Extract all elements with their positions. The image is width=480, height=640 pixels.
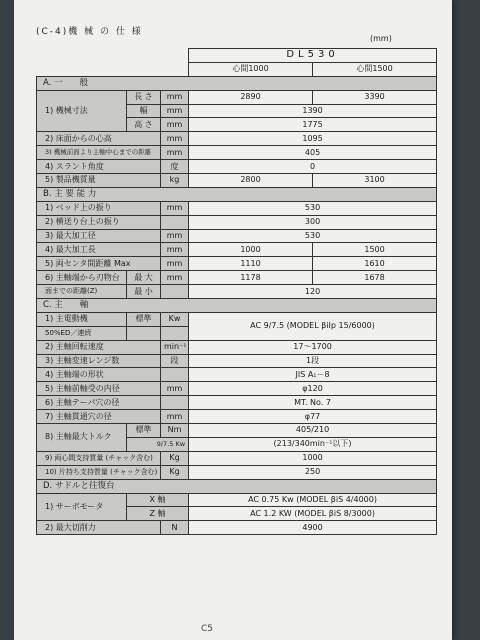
unit-cell: Kw bbox=[161, 312, 189, 326]
sub-label: 9/7.5 Kw bbox=[127, 437, 189, 451]
value-cell: 1095 bbox=[189, 132, 437, 146]
row-label: 1) ベッド上の振り bbox=[37, 201, 161, 215]
value-cell: 1110 bbox=[189, 257, 313, 271]
sub-label: 高 さ bbox=[127, 118, 161, 132]
sub-label: 幅 bbox=[127, 104, 161, 118]
value-cell: AC 0.75 Kw (MODEL βiS 4/4000) bbox=[189, 493, 437, 507]
row-label: 8) 主軸最大トルク bbox=[37, 424, 127, 452]
value-cell: AC 9/7.5 (MODEL βiIp 15/6000) bbox=[189, 312, 437, 340]
value-cell: JIS A₁－8 bbox=[189, 368, 437, 382]
value-cell: 300 bbox=[189, 215, 437, 229]
value-cell: 405 bbox=[189, 146, 437, 160]
row-label: 1) 主電動機 bbox=[37, 312, 127, 326]
unit-cell: mm bbox=[161, 410, 189, 424]
value-cell: 1678 bbox=[313, 271, 437, 285]
row-label: 3) 機械前面より主軸中心までの距離 bbox=[37, 146, 161, 160]
table-row bbox=[37, 160, 437, 174]
value-cell: 2800 bbox=[189, 174, 313, 188]
section-c-header: C. 主 軸 bbox=[37, 299, 437, 313]
unit-cell: kg bbox=[161, 174, 189, 188]
table-row bbox=[37, 368, 437, 382]
row-label: 2) 床面からの心高 bbox=[37, 132, 161, 146]
value-cell: AC 1.2 KW (MODEL βiS 8/3000) bbox=[189, 507, 437, 521]
row-label: 10) 片持ち支持質量 (チャック含む) bbox=[37, 465, 161, 479]
value-cell: 3390 bbox=[313, 90, 437, 104]
document-title: (C-4)機 械 の 仕 様 bbox=[36, 27, 143, 37]
page-number: C5 bbox=[201, 624, 214, 634]
row-label: 5) 主軸前軸受の内径 bbox=[37, 382, 161, 396]
table-row bbox=[37, 229, 437, 243]
row-label: 1) 機械寸法 bbox=[37, 90, 127, 132]
row-label: 50%ED／連続 bbox=[37, 326, 127, 340]
table-row bbox=[37, 174, 437, 188]
unit-cell: mm bbox=[161, 90, 189, 104]
row-label: 6) 主軸テーパ穴の径 bbox=[37, 396, 161, 410]
value-cell: 1390 bbox=[189, 104, 437, 118]
unit-cell: min⁻¹ bbox=[161, 340, 189, 354]
value-cell: φ77 bbox=[189, 410, 437, 424]
value-cell: 1610 bbox=[313, 257, 437, 271]
section-a-header: A. 一 般 bbox=[37, 76, 437, 90]
row-label: 面までの距離(Z) bbox=[37, 285, 127, 299]
row-label: 9) 両心間支持質量 (チャック含む) bbox=[37, 451, 161, 465]
table-row bbox=[37, 90, 437, 104]
unit-cell: mm bbox=[161, 146, 189, 160]
row-label: 2) 最大切削力 bbox=[37, 521, 161, 535]
value-cell: 2890 bbox=[189, 90, 313, 104]
table-row bbox=[37, 201, 437, 215]
table-row bbox=[37, 257, 437, 271]
row-label: 4) スラント角度 bbox=[37, 160, 161, 174]
row-label: 3) 主軸変速レンジ数 bbox=[37, 354, 161, 368]
value-cell: 17～1700 bbox=[189, 340, 437, 354]
value-cell: (213/340min⁻¹以下) bbox=[189, 437, 437, 451]
table-row bbox=[37, 382, 437, 396]
table-row bbox=[37, 424, 437, 438]
value-cell: 405/210 bbox=[189, 424, 437, 438]
value-cell: 3100 bbox=[313, 174, 437, 188]
row-label: 1) サーボモータ bbox=[37, 493, 127, 521]
variant-b-header: 心間1500 bbox=[313, 62, 437, 76]
row-label: 4) 主軸端の形状 bbox=[37, 368, 161, 382]
row-label: 5) 両センタ間距離 Max bbox=[37, 257, 161, 271]
unit-cell: 度 bbox=[161, 160, 189, 174]
sub-label: 標準 bbox=[127, 312, 161, 326]
unit-cell: mm bbox=[161, 382, 189, 396]
table-row bbox=[37, 243, 437, 257]
table-row bbox=[37, 465, 437, 479]
unit-cell: mm bbox=[161, 257, 189, 271]
value-cell: 1段 bbox=[189, 354, 437, 368]
unit-label: (mm) bbox=[370, 34, 392, 43]
sub-label: X 軸 bbox=[127, 493, 189, 507]
value-cell: 1000 bbox=[189, 451, 437, 465]
unit-cell: mm bbox=[161, 271, 189, 285]
unit-cell: 段 bbox=[161, 354, 189, 368]
table-row bbox=[37, 451, 437, 465]
table-row bbox=[37, 285, 437, 299]
value-cell: 120 bbox=[189, 285, 437, 299]
unit-cell: mm bbox=[161, 118, 189, 132]
value-cell: 1775 bbox=[189, 118, 437, 132]
table-row bbox=[37, 410, 437, 424]
value-cell: φ120 bbox=[189, 382, 437, 396]
table-row bbox=[37, 312, 437, 326]
value-cell: MT. No. 7 bbox=[189, 396, 437, 410]
unit-cell: mm bbox=[161, 229, 189, 243]
spec-table bbox=[36, 48, 437, 535]
model-title: DL530 bbox=[189, 49, 437, 63]
unit-cell: Nm bbox=[161, 424, 189, 438]
table-row bbox=[37, 493, 437, 507]
row-label: 7) 主軸貫通穴の径 bbox=[37, 410, 161, 424]
value-cell: 1500 bbox=[313, 243, 437, 257]
row-label: 3) 最大加工径 bbox=[37, 229, 161, 243]
section-b-header: B. 主 要 能 力 bbox=[37, 187, 437, 201]
table-row bbox=[37, 146, 437, 160]
unit-cell: mm bbox=[161, 104, 189, 118]
table-row bbox=[37, 132, 437, 146]
table-row bbox=[37, 215, 437, 229]
row-label: 2) 横送り台上の振り bbox=[37, 215, 161, 229]
table-row bbox=[37, 396, 437, 410]
sub-label: 長 さ bbox=[127, 90, 161, 104]
section-d-header: D. サドルと往復台 bbox=[37, 479, 437, 493]
variant-a-header: 心間1000 bbox=[189, 62, 313, 76]
table-row bbox=[37, 49, 437, 63]
table-row bbox=[37, 340, 437, 354]
unit-cell: mm bbox=[161, 201, 189, 215]
row-label: 5) 製品機質量 bbox=[37, 174, 161, 188]
value-cell: 4900 bbox=[189, 521, 437, 535]
value-cell: 0 bbox=[189, 160, 437, 174]
value-cell: 530 bbox=[189, 229, 437, 243]
sub-label: 最 大 bbox=[127, 271, 161, 285]
value-cell: 250 bbox=[189, 465, 437, 479]
sub-label: Z 軸 bbox=[127, 507, 189, 521]
row-label: 6) 主軸端から刃物台 bbox=[37, 271, 127, 285]
table-row bbox=[37, 271, 437, 285]
row-label: 4) 最大加工長 bbox=[37, 243, 161, 257]
unit-cell: Kg bbox=[161, 451, 189, 465]
row-label: 2) 主軸回転速度 bbox=[37, 340, 161, 354]
table-row bbox=[37, 521, 437, 535]
value-cell: 530 bbox=[189, 201, 437, 215]
unit-cell: mm bbox=[161, 243, 189, 257]
unit-cell: mm bbox=[161, 132, 189, 146]
sub-label: 標準 bbox=[127, 424, 161, 438]
value-cell: 1178 bbox=[189, 271, 313, 285]
table-row bbox=[37, 354, 437, 368]
unit-cell: N bbox=[161, 521, 189, 535]
unit-cell: Kg bbox=[161, 465, 189, 479]
value-cell: 1000 bbox=[189, 243, 313, 257]
sub-label: 最 小 bbox=[127, 285, 161, 299]
